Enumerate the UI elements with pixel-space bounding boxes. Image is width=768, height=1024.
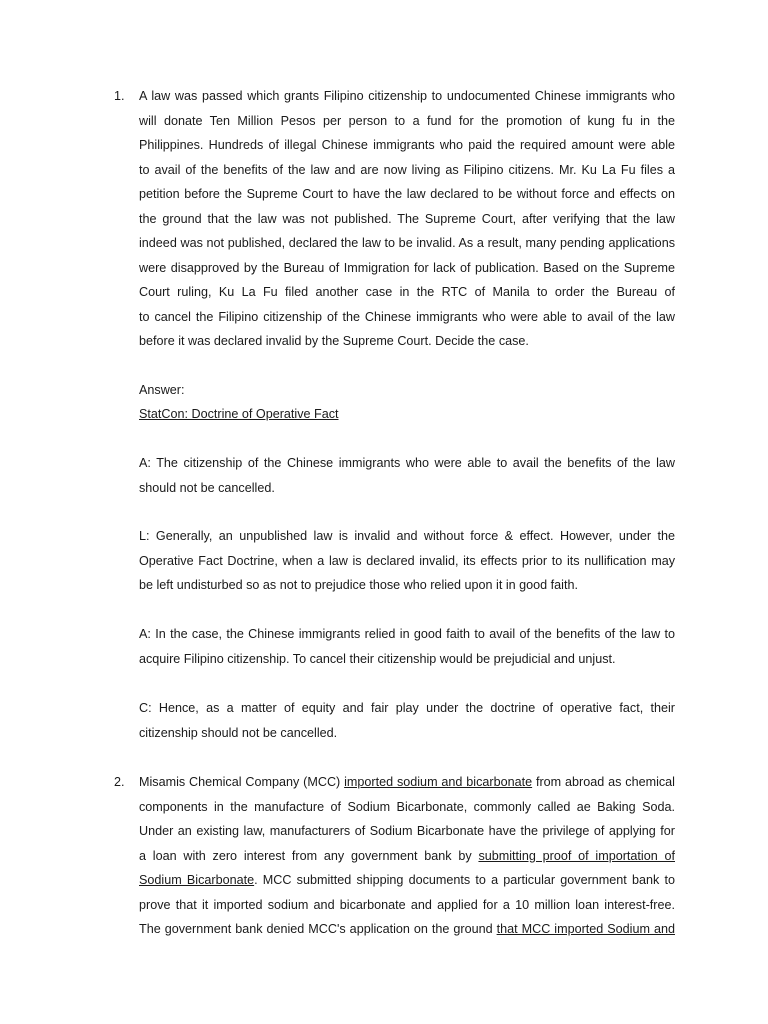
text-line: were disapproved by the Bureau of Immigration for lack of publication. Based on the Supreme (139, 260, 675, 275)
text-line: A law was passed which grants Filipino citizenship to undocumented Chinese immigrants who (139, 89, 675, 103)
text-line: acquire Filipino citizenship. To cancel their citizenship would be prejudicial and unjust. (139, 651, 616, 666)
text-line: to avail of the benefits of the law and are now living as Filipino citizens. Mr. Ku La Fu files a (139, 162, 675, 177)
text-line: will donate Ten Million Pesos per person to a fund for the promotion of kung fu in the (139, 113, 675, 128)
text-line: Operative Fact Doctrine, when a law is declared invalid, its effects prior to its nullification may (139, 553, 675, 568)
text-line: components in the manufacture of Sodium Bicarbonate, commonly called ae Baking Soda. (139, 799, 675, 814)
underlined-text: that MCC imported Sodium and (496, 922, 675, 936)
text-run: Misamis Chemical Company (MCC) (139, 775, 345, 789)
underlined-text: submitting proof of importation of (478, 848, 675, 863)
text-line: L: Generally, an unpublished law is invalid and without force & effect. However, under the (139, 529, 675, 543)
text-line (139, 868, 675, 893)
text-line: C: Hence, as a matter of equity and fair play under the doctrine of operative fact, their (139, 701, 675, 715)
text-run: The government bank denied MCC's application on the ground (139, 922, 497, 936)
text-run: . MCC submitted shipping documents to a particular government bank to (254, 873, 675, 887)
item-number: 2. (114, 775, 125, 789)
text-line: before it was declared invalid by the Supreme Court. Decide the case. (139, 334, 529, 348)
answer-topic (139, 402, 675, 427)
question-text (139, 770, 675, 942)
text-line: Answer: (139, 383, 185, 397)
text-line: A: In the case, the Chinese immigrants relied in good faith to avail of the benefits of the law to (139, 627, 675, 641)
answer-paragraph-a1 (139, 451, 675, 500)
text-line (139, 844, 675, 869)
answer-label (139, 378, 675, 403)
text-line: Under an existing law, manufacturers of Sodium Bicarbonate have the privilege of applying for (139, 824, 675, 838)
text-line: the ground that the law was not published. The Supreme Court, after verifying that the law (139, 211, 675, 226)
text-run: a loan with zero interest from any government bank by (139, 848, 479, 863)
underlined-text: imported sodium and bicarbonate (344, 775, 533, 789)
text-line: Court ruling, Ku La Fu filed another case in the RTC of Manila to order the Bureau of (139, 285, 675, 299)
answer-paragraph-conclusion (139, 696, 675, 745)
text-line: should not be cancelled. (139, 480, 275, 495)
text-line: A: The citizenship of the Chinese immigrants who were able to avail the benefits of the law (139, 456, 675, 470)
question-text (139, 84, 675, 354)
text-line: citizenship should not be cancelled. (139, 725, 338, 740)
text-line (139, 770, 675, 795)
text-line (139, 917, 675, 942)
answer-paragraph-application (139, 622, 675, 671)
text-line: prove that it imported sodium and bicarbonate and applied for a 10 million loan interest-free. (139, 897, 675, 912)
underlined-text: Sodium Bicarbonate (139, 873, 255, 887)
text-line: be left undisturbed so as not to prejudice those who relied upon it in good faith. (139, 578, 578, 592)
text-run: from abroad as chemical (532, 775, 675, 789)
text-line: to cancel the Filipino citizenship of the Chinese immigrants who were able to avail of the law (139, 309, 675, 324)
text-line: Philippines. Hundreds of illegal Chinese immigrants who paid the required amount were able (139, 138, 675, 152)
text-line: indeed was not published, declared the law to be invalid. As a result, many pending applications (139, 236, 675, 250)
answer-paragraph-law (139, 524, 675, 598)
item-number: 1. (114, 89, 125, 103)
topic-heading: StatCon: Doctrine of Operative Fact (139, 407, 339, 421)
text-line: petition before the Supreme Court to have the law declared to be without force and effects on (139, 187, 675, 201)
